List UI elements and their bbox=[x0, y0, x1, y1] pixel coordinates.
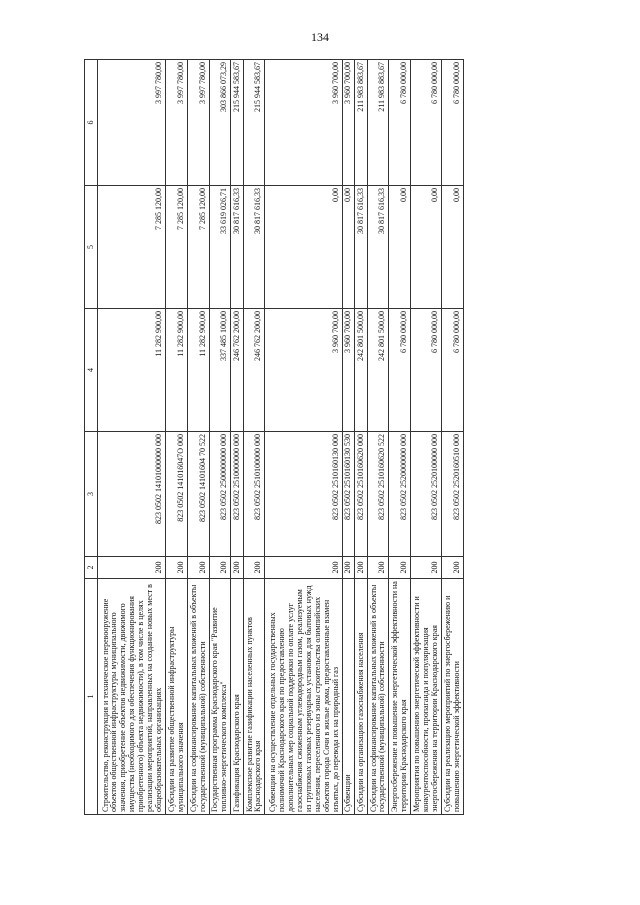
page-number: 134 bbox=[311, 30, 329, 44]
table-row bbox=[342, 60, 354, 815]
cell-c2: 200 bbox=[187, 557, 209, 579]
cell-name: Субсидии на софинансирование капитальных вложений в объекты государственной (муниципальной) собственности bbox=[187, 579, 209, 815]
table-row bbox=[209, 60, 231, 815]
cell-c3: 823 0502 2510160130 000 bbox=[265, 432, 343, 557]
cell-c3: 823 0502 2520160510 000 bbox=[442, 432, 464, 557]
cell-c2: 200 bbox=[209, 557, 231, 579]
cell-c4: 6 780 000,00 bbox=[389, 309, 411, 432]
table-row bbox=[367, 60, 389, 815]
cell-c5: 0,00 bbox=[265, 186, 343, 309]
cell-c6: 3 997 780,00 bbox=[98, 60, 166, 186]
cell-c4: 3 960 700,00 bbox=[265, 309, 343, 432]
cell-c6: 6 780 000,00 bbox=[442, 60, 464, 186]
cell-name: Субсидии на софинансирование капитальных вложений в объекты государственной (муниципальной) собственности bbox=[367, 579, 389, 815]
cell-name: Энергосбережение и повышение энергетической эффективности на территории Краснодарского края bbox=[389, 579, 411, 815]
cell-c4: 242 801 500,00 bbox=[367, 309, 389, 432]
table-row bbox=[243, 60, 265, 815]
cell-c2: 200 bbox=[411, 557, 442, 579]
cell-c4: 6 780 000,00 bbox=[411, 309, 442, 432]
cell-c5: 0,00 bbox=[342, 186, 354, 309]
cell-c4: 337 485 100,00 bbox=[209, 309, 231, 432]
cell-name: Комплексное развитие газификации населенных пунктов Краснодарского края bbox=[243, 579, 265, 815]
table-row bbox=[389, 60, 411, 815]
cell-c2: 200 bbox=[355, 557, 367, 579]
cell-c5: 0,00 bbox=[411, 186, 442, 309]
cell-c3: 823 0502 2520100000 000 bbox=[411, 432, 442, 557]
cell-c3: 823 0502 141016047О 000 bbox=[166, 432, 188, 557]
cell-c3: 823 0502 2520000000 000 bbox=[389, 432, 411, 557]
cell-name: Субвенции на осуществление отдельных государственных полномочий Краснодарского края по предоставлению дополнительных мер социальной поддержки по оплате услуг газоснабжения сжиженным углеводородным газом, реализуемым из групповых газовых резервуарных установок для бытовых нужд населения, переселенного из зоны строительства олимпийских объектов города Сочи в жилые дома, предоставленные взамен изъятых, до перевода их на природный газ bbox=[265, 579, 343, 815]
cell-c5: 7 285 120,00 bbox=[166, 186, 188, 309]
cell-c6: 211 983 883,67 bbox=[367, 60, 389, 186]
cell-c5: 0,00 bbox=[442, 186, 464, 309]
cell-name: Субвенции bbox=[342, 579, 354, 815]
cell-c3: 823 0502 2510160620 522 bbox=[367, 432, 389, 557]
cell-c2: 200 bbox=[389, 557, 411, 579]
cell-c2: 200 bbox=[166, 557, 188, 579]
cell-c3: 823 0502 14101000000 000 bbox=[98, 432, 166, 557]
cell-c4: 11 282 900,00 bbox=[166, 309, 188, 432]
cell-c2: 200 bbox=[442, 557, 464, 579]
cell-c2: 200 bbox=[231, 557, 243, 579]
cell-c3: 823 0502 2500000000 000 bbox=[209, 432, 231, 557]
cell-name: Субсидии на реализацию мероприятий по энергосбережению и повышению энергетической эффективности bbox=[442, 579, 464, 815]
cell-c6: 3 960 700,00 bbox=[342, 60, 354, 186]
cell-c5: 7 285 120,00 bbox=[98, 186, 166, 309]
table-row bbox=[166, 60, 188, 815]
cell-c4: 246 762 200,00 bbox=[231, 309, 243, 432]
table-row bbox=[231, 60, 243, 815]
cell-c2: 200 bbox=[98, 557, 166, 579]
header-cell-1: 1 bbox=[85, 579, 98, 815]
table-row bbox=[187, 60, 209, 815]
cell-c5: 33 619 026,71 bbox=[209, 186, 231, 309]
cell-c5: 30 817 616,33 bbox=[367, 186, 389, 309]
cell-c5: 7 285 120,00 bbox=[187, 186, 209, 309]
cell-c6: 3 997 780,00 bbox=[166, 60, 188, 186]
cell-name: Строительство, реконструкция и техническое перевооружение объектов общественной инфраструктуры муниципального значения, приобретение объектов недвижимости, движимого имущества (необходимого для обеспечения функционирования приобретенного) объекта недвижимости), в том числе в целях реализации мероприятий, направленных на создание новых мест в общеобразовательных организациях bbox=[98, 579, 166, 815]
header-cell-2: 2 bbox=[85, 557, 98, 579]
cell-c5: 30 817 616,33 bbox=[243, 186, 265, 309]
cell-name: Газификация Краснодарского края bbox=[231, 579, 243, 815]
cell-name: Государственная программа Краснодарского края "Развитие топливно-энергетического комплекса" bbox=[209, 579, 231, 815]
cell-c6: 215 944 583,67 bbox=[243, 60, 265, 186]
cell-c4: 6 780 000,00 bbox=[442, 309, 464, 432]
cell-name: Мероприятия по повышению энергетической эффективности и конкурентоспособности, пропаганда и популяризация энергосбережения на территории Краснодарского края bbox=[411, 579, 442, 815]
table-row bbox=[442, 60, 464, 815]
rotated-table-area bbox=[84, 60, 464, 815]
table-row bbox=[98, 60, 166, 815]
cell-c5: 30 817 616,33 bbox=[355, 186, 367, 309]
cell-c4: 242 801 500,00 bbox=[355, 309, 367, 432]
cell-c3: 823 0502 2510160130 530 bbox=[342, 432, 354, 557]
cell-c3: 823 0502 2510100000 000 bbox=[243, 432, 265, 557]
cell-c2: 200 bbox=[367, 557, 389, 579]
table-body bbox=[98, 60, 464, 815]
cell-c5: 30 817 616,33 bbox=[231, 186, 243, 309]
cell-c3: 823 0502 2510160620 000 bbox=[355, 432, 367, 557]
cell-c6: 215 944 583,67 bbox=[231, 60, 243, 186]
cell-c6: 6 780 000,00 bbox=[411, 60, 442, 186]
cell-c4: 11 282 900,00 bbox=[98, 309, 166, 432]
header-cell-3: 3 bbox=[85, 432, 98, 557]
cell-c6: 303 866 073,29 bbox=[209, 60, 231, 186]
cell-c2: 200 bbox=[243, 557, 265, 579]
cell-c2: 200 bbox=[265, 557, 343, 579]
budget-table bbox=[84, 59, 464, 815]
cell-name: Субсидии на организацию газоснабжения населения bbox=[355, 579, 367, 815]
cell-c6: 211 983 883,67 bbox=[355, 60, 367, 186]
cell-c6: 6 780 000,00 bbox=[389, 60, 411, 186]
cell-c4: 11 282 900,00 bbox=[187, 309, 209, 432]
header-cell-4: 4 bbox=[85, 309, 98, 432]
table-row bbox=[265, 60, 343, 815]
header-cell-5: 5 bbox=[85, 186, 98, 309]
cell-name: Субсидии на развитие общественной инфраструктуры муниципального значения bbox=[166, 579, 188, 815]
cell-c3: 823 0502 14101604 70 522 bbox=[187, 432, 209, 557]
table-row bbox=[411, 60, 442, 815]
cell-c4: 246 762 200,00 bbox=[243, 309, 265, 432]
table-row bbox=[355, 60, 367, 815]
cell-c5: 0,00 bbox=[389, 186, 411, 309]
cell-c2: 200 bbox=[342, 557, 354, 579]
header-cell-6: 6 bbox=[85, 60, 98, 186]
header-row bbox=[85, 60, 98, 815]
cell-c6: 3 960 700,00 bbox=[265, 60, 343, 186]
rotated-table-container bbox=[84, 60, 464, 815]
cell-c4: 3 960 700,00 bbox=[342, 309, 354, 432]
cell-c3: 823 0502 2510000000 000 bbox=[231, 432, 243, 557]
cell-c6: 3 997 780,00 bbox=[187, 60, 209, 186]
